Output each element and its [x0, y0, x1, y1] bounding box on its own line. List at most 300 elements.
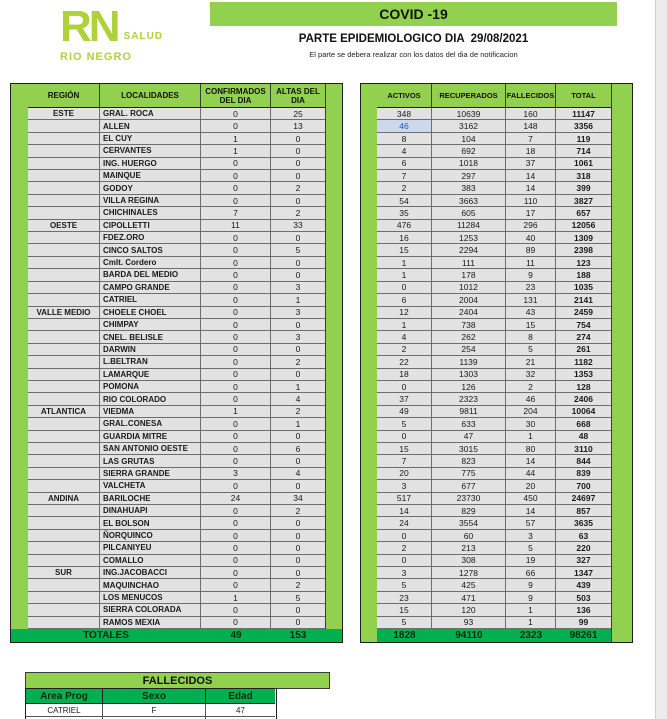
fallecidos-table: [25, 688, 277, 719]
column-header-confirmados: CONFIRMADOS DEL DIA: [201, 84, 271, 108]
cell-localidad: VIEDMA: [100, 406, 201, 418]
cell-region: [28, 443, 100, 455]
cell-activos: 16: [377, 232, 432, 244]
cell-confirmados: 0: [201, 369, 271, 381]
covid-title: COVID -19: [379, 6, 448, 22]
right-green-strip: [325, 84, 342, 629]
cell-recuperados: 2004: [432, 294, 506, 306]
column-header-region: REGIÓN: [28, 84, 100, 108]
cell-region: [28, 145, 100, 157]
cell-region: [28, 257, 100, 269]
cell-altas: 1: [271, 294, 325, 306]
cell-activos: 3: [377, 567, 432, 579]
cell-altas: 3: [271, 282, 325, 294]
cell-localidad: EL BOLSON: [100, 517, 201, 529]
cell-activos: 14: [377, 505, 432, 517]
cell-activos: 6: [377, 294, 432, 306]
cell-fallecidos: 89: [506, 244, 556, 256]
column-header-total: TOTAL: [556, 84, 611, 108]
table-row: [377, 555, 612, 567]
cell-altas: 3: [271, 307, 325, 319]
table-row: [28, 170, 326, 182]
cell-recuperados: 47: [432, 431, 506, 443]
table-row: [28, 282, 326, 294]
column-header-edad: Edad: [206, 688, 275, 704]
cell-recuperados: 11284: [432, 220, 506, 232]
cell-fallecidos: 2: [506, 381, 556, 393]
cell-area-prog: CATRIEL: [26, 704, 103, 717]
cell-fallecidos: 14: [506, 505, 556, 517]
totals-label: TOTALES: [83, 630, 129, 641]
cell-total: 1035: [556, 282, 611, 294]
cell-activos: 12: [377, 307, 432, 319]
stats-table: [360, 83, 633, 643]
cell-localidad: CNEL. BELISLE: [100, 331, 201, 343]
cell-fallecidos: 11: [506, 257, 556, 269]
cell-fallecidos: 9: [506, 592, 556, 604]
cell-region: ANDINA: [28, 493, 100, 505]
cell-localidad: SAN ANTONIO OESTE: [100, 443, 201, 455]
totals-recuperados: 94110: [455, 630, 483, 641]
cell-region: [28, 381, 100, 393]
cell-altas: 0: [271, 232, 325, 244]
logo-salud-text: SALUD: [123, 31, 164, 42]
cell-confirmados: 0: [201, 244, 271, 256]
cell-activos: 7: [377, 455, 432, 467]
cell-fallecidos: 32: [506, 369, 556, 381]
cell-localidad: VALCHETA: [100, 480, 201, 492]
table-row: [377, 182, 612, 194]
cell-altas: 0: [271, 555, 325, 567]
table-row: [28, 617, 326, 629]
cell-total: 99: [556, 617, 611, 629]
table-row: [28, 530, 326, 542]
cell-localidad: DARWIN: [100, 344, 201, 356]
cell-localidad: Cmlt. Cordero: [100, 257, 201, 269]
cell-altas: 0: [271, 530, 325, 542]
cell-region: [28, 282, 100, 294]
cell-altas: 3: [271, 331, 325, 343]
cell-localidad: BARDA DEL MEDIO: [100, 269, 201, 281]
cell-recuperados: 3554: [432, 517, 506, 529]
cell-confirmados: 0: [201, 393, 271, 405]
table-row: [28, 455, 326, 467]
cell-total: 2459: [556, 307, 611, 319]
cell-altas: 6: [271, 443, 325, 455]
cell-localidad: CINCO SALTOS: [100, 244, 201, 256]
cell-fallecidos: 14: [506, 170, 556, 182]
cell-region: [28, 579, 100, 591]
cell-activos: 46: [377, 120, 432, 132]
cell-recuperados: 23730: [432, 493, 506, 505]
table-row: [377, 145, 612, 157]
cell-activos: 8: [377, 133, 432, 145]
cell-altas: 0: [271, 542, 325, 554]
cell-region: [28, 468, 100, 480]
table-row: [28, 195, 326, 207]
cell-fallecidos: 14: [506, 455, 556, 467]
cell-recuperados: 9811: [432, 406, 506, 418]
table-row: [28, 443, 326, 455]
cell-altas: 1: [271, 381, 325, 393]
cell-altas: 0: [271, 604, 325, 616]
cell-recuperados: 3663: [432, 195, 506, 207]
cell-recuperados: 308: [432, 555, 506, 567]
column-header-activos: ACTIVOS: [377, 84, 432, 108]
cell-fallecidos: 1: [506, 431, 556, 443]
table-row: [377, 406, 612, 418]
cell-recuperados: 254: [432, 344, 506, 356]
localities-table-body: [28, 108, 326, 629]
cell-localidad: VILLA REGINA: [100, 195, 201, 207]
table-row: [377, 294, 612, 306]
window-edge-strip: [655, 0, 667, 719]
cell-confirmados: 0: [201, 431, 271, 443]
table-row: [377, 505, 612, 517]
cell-recuperados: 3162: [432, 120, 506, 132]
cell-confirmados: 0: [201, 269, 271, 281]
cell-recuperados: 775: [432, 468, 506, 480]
cell-localidad: RAMOS MEXIA: [100, 617, 201, 629]
cell-fallecidos: 1: [506, 604, 556, 616]
cell-region: [28, 294, 100, 306]
cell-region: [28, 542, 100, 554]
cell-confirmados: 0: [201, 307, 271, 319]
cell-region: [28, 431, 100, 443]
cell-localidad: SIERRA COLORADA: [100, 604, 201, 616]
cell-activos: 0: [377, 431, 432, 443]
cell-region: [28, 269, 100, 281]
cell-localidad: POMONA: [100, 381, 201, 393]
cell-altas: 2: [271, 406, 325, 418]
cell-total: 3110: [556, 443, 611, 455]
cell-activos: 2: [377, 344, 432, 356]
cell-confirmados: 0: [201, 356, 271, 368]
cell-total: 261: [556, 344, 611, 356]
cell-activos: 35: [377, 207, 432, 219]
cell-altas: 25: [271, 108, 325, 120]
cell-confirmados: 0: [201, 331, 271, 343]
cell-region: [28, 182, 100, 194]
cell-altas: 0: [271, 617, 325, 629]
cell-region: [28, 530, 100, 542]
cell-total: 12056: [556, 220, 611, 232]
cell-confirmados: 0: [201, 604, 271, 616]
totals-activos: 1828: [393, 630, 416, 641]
cell-fallecidos: 450: [506, 493, 556, 505]
cell-fallecidos: 9: [506, 269, 556, 281]
cell-recuperados: 1018: [432, 158, 506, 170]
cell-fallecidos: 14: [506, 182, 556, 194]
cell-confirmados: 24: [201, 493, 271, 505]
cell-localidad: ÑORQUINCO: [100, 530, 201, 542]
report-subtitle: PARTE EPIDEMIOLOGICO DIA 29/08/2021: [298, 33, 529, 45]
cell-total: 1182: [556, 356, 611, 368]
table-row: [28, 133, 326, 145]
cell-confirmados: 0: [201, 182, 271, 194]
cell-localidad: SIERRA GRANDE: [100, 468, 201, 480]
cell-recuperados: 178: [432, 269, 506, 281]
cell-altas: 0: [271, 431, 325, 443]
cell-altas: 0: [271, 480, 325, 492]
table-row: [28, 244, 326, 256]
cell-activos: 2: [377, 182, 432, 194]
cell-recuperados: 425: [432, 579, 506, 591]
cell-recuperados: 120: [432, 604, 506, 616]
cell-activos: 54: [377, 195, 432, 207]
table-row: [28, 468, 326, 480]
cell-localidad: LAS GRUTAS: [100, 455, 201, 467]
cell-fallecidos: 44: [506, 468, 556, 480]
cell-total: 123: [556, 257, 611, 269]
table-row: [28, 120, 326, 132]
logo-rio-negro-text: RIO NEGRO: [60, 51, 132, 63]
cell-activos: 0: [377, 555, 432, 567]
cell-total: 318: [556, 170, 611, 182]
cell-localidad: MAINQUE: [100, 170, 201, 182]
cell-activos: 5: [377, 579, 432, 591]
cell-recuperados: 1012: [432, 282, 506, 294]
cell-recuperados: 1278: [432, 567, 506, 579]
cell-fallecidos: 7: [506, 133, 556, 145]
cell-activos: 24: [377, 517, 432, 529]
table-row: [377, 307, 612, 319]
cell-altas: 5: [271, 592, 325, 604]
cell-fallecidos: 30: [506, 418, 556, 430]
cell-activos: 0: [377, 282, 432, 294]
stats-totals-row: [377, 629, 611, 642]
cell-fallecidos: 40: [506, 232, 556, 244]
cell-localidad: ING.JACOBACCI: [100, 567, 201, 579]
cell-altas: 0: [271, 455, 325, 467]
cell-recuperados: 104: [432, 133, 506, 145]
cell-recuperados: 126: [432, 381, 506, 393]
column-header-fallecidos: FALLECIDOS: [506, 84, 556, 108]
cell-altas: 0: [271, 170, 325, 182]
cell-total: 3827: [556, 195, 611, 207]
table-row: [377, 604, 612, 616]
cell-confirmados: 1: [201, 406, 271, 418]
cell-confirmados: 0: [201, 158, 271, 170]
cell-confirmados: 1: [201, 592, 271, 604]
table-row: [28, 319, 326, 331]
cell-fallecidos: 296: [506, 220, 556, 232]
table-row: [377, 120, 612, 132]
cell-total: 503: [556, 592, 611, 604]
column-header-altas: ALTAS DEL DIA: [271, 84, 325, 108]
cell-confirmados: 0: [201, 195, 271, 207]
table-row: [28, 269, 326, 281]
cell-confirmados: 1: [201, 145, 271, 157]
cell-altas: 0: [271, 269, 325, 281]
cell-activos: 37: [377, 393, 432, 405]
cell-total: 63: [556, 530, 611, 542]
cell-confirmados: 0: [201, 319, 271, 331]
table-row: [377, 244, 612, 256]
cell-total: 1347: [556, 567, 611, 579]
cell-fallecidos: 8: [506, 331, 556, 343]
table-row: [28, 517, 326, 529]
cell-altas: 0: [271, 319, 325, 331]
cell-total: 714: [556, 145, 611, 157]
cell-localidad: CHICHINALES: [100, 207, 201, 219]
cell-confirmados: 7: [201, 207, 271, 219]
cell-activos: 22: [377, 356, 432, 368]
cell-altas: 2: [271, 207, 325, 219]
table-row: [377, 220, 612, 232]
table-row: [377, 344, 612, 356]
table-row: [377, 232, 612, 244]
table-row: [28, 331, 326, 343]
localities-table-header: [28, 84, 326, 108]
left-green-strip: [11, 84, 29, 629]
cell-total: 1061: [556, 158, 611, 170]
table-row: [28, 294, 326, 306]
table-row: [28, 108, 326, 120]
cell-activos: 1: [377, 269, 432, 281]
table-row: [377, 592, 612, 604]
cell-altas: 34: [271, 493, 325, 505]
cell-total: 10064: [556, 406, 611, 418]
cell-region: [28, 170, 100, 182]
cell-altas: 0: [271, 145, 325, 157]
cell-activos: 3: [377, 480, 432, 492]
stats-table-header: [377, 84, 612, 108]
cell-region: [28, 517, 100, 529]
cell-total: 327: [556, 555, 611, 567]
cell-fallecidos: 9: [506, 579, 556, 591]
column-header-recuperados: RECUPERADOS: [432, 84, 506, 108]
cell-localidad: GUARDIA MITRE: [100, 431, 201, 443]
cell-region: ATLANTICA: [28, 406, 100, 418]
cell-recuperados: 633: [432, 418, 506, 430]
cell-total: 3635: [556, 517, 611, 529]
cell-altas: 4: [271, 468, 325, 480]
table-row: [28, 604, 326, 616]
cell-localidad: ING. HUERGO: [100, 158, 201, 170]
table-row: [377, 468, 612, 480]
cell-total: 1309: [556, 232, 611, 244]
cell-altas: 0: [271, 369, 325, 381]
table-row: [377, 567, 612, 579]
cell-localidad: BARILOCHE: [100, 493, 201, 505]
cell-fallecidos: 57: [506, 517, 556, 529]
cell-confirmados: 0: [201, 170, 271, 182]
cell-confirmados: 0: [201, 530, 271, 542]
cell-region: [28, 319, 100, 331]
cell-total: 128: [556, 381, 611, 393]
table-row: [377, 455, 612, 467]
cell-total: 839: [556, 468, 611, 480]
stats-table-body: [377, 108, 612, 629]
cell-fallecidos: 131: [506, 294, 556, 306]
cell-confirmados: 0: [201, 257, 271, 269]
table-row: [377, 617, 612, 629]
cell-confirmados: 0: [201, 517, 271, 529]
table-row: [377, 493, 612, 505]
table-row: [28, 480, 326, 492]
table-row: [377, 282, 612, 294]
cell-altas: 0: [271, 257, 325, 269]
table-row: [28, 542, 326, 554]
cell-recuperados: 60: [432, 530, 506, 542]
cell-fallecidos: 20: [506, 480, 556, 492]
fallecidos-title-bar: FALLECIDOS: [25, 672, 330, 689]
cell-region: VALLE MEDIO: [28, 307, 100, 319]
cell-altas: 2: [271, 505, 325, 517]
cell-region: [28, 505, 100, 517]
cell-localidad: FDEZ.ORO: [100, 232, 201, 244]
cell-localidad: LOS MENUCOS: [100, 592, 201, 604]
table-row: [377, 331, 612, 343]
table-row: [377, 170, 612, 182]
cell-localidad: CIPOLLETTI: [100, 220, 201, 232]
cell-activos: 15: [377, 604, 432, 616]
table-row: [377, 542, 612, 554]
cell-recuperados: 605: [432, 207, 506, 219]
table-row: [28, 381, 326, 393]
cell-region: [28, 592, 100, 604]
cell-fallecidos: 5: [506, 344, 556, 356]
cell-localidad: GRAL. ROCA: [100, 108, 201, 120]
cell-activos: 15: [377, 244, 432, 256]
cell-confirmados: 0: [201, 617, 271, 629]
cell-localidad: PILCANIYEU: [100, 542, 201, 554]
table-row: [28, 356, 326, 368]
cell-confirmados: 0: [201, 294, 271, 306]
cell-total: 11147: [556, 108, 611, 120]
cell-region: [28, 120, 100, 132]
table-row: [377, 356, 612, 368]
cell-confirmados: 0: [201, 282, 271, 294]
table-row: [28, 555, 326, 567]
cell-altas: 0: [271, 158, 325, 170]
cell-activos: 5: [377, 617, 432, 629]
cell-total: 668: [556, 418, 611, 430]
cell-altas: 0: [271, 195, 325, 207]
cell-region: [28, 331, 100, 343]
cell-activos: 1: [377, 319, 432, 331]
cell-fallecidos: 17: [506, 207, 556, 219]
cell-recuperados: 2294: [432, 244, 506, 256]
cell-activos: 49: [377, 406, 432, 418]
cell-total: 844: [556, 455, 611, 467]
table-row: [28, 220, 326, 232]
cell-region: [28, 369, 100, 381]
totals-total: 98261: [569, 630, 598, 641]
cell-activos: 5: [377, 418, 432, 430]
table-row: [28, 431, 326, 443]
cell-fallecidos: 148: [506, 120, 556, 132]
cell-localidad: LAMARQUE: [100, 369, 201, 381]
cell-localidad: CERVANTES: [100, 145, 201, 157]
cell-fallecidos: 37: [506, 158, 556, 170]
totals-altas: 153: [289, 630, 307, 641]
table-row: [28, 257, 326, 269]
cell-total: 2406: [556, 393, 611, 405]
cell-total: 3356: [556, 120, 611, 132]
cell-recuperados: 111: [432, 257, 506, 269]
cell-activos: 517: [377, 493, 432, 505]
cell-total: 48: [556, 431, 611, 443]
cell-fallecidos: 80: [506, 443, 556, 455]
cell-total: 188: [556, 269, 611, 281]
cell-total: 754: [556, 319, 611, 331]
table-row: [28, 307, 326, 319]
cell-recuperados: 738: [432, 319, 506, 331]
cell-altas: 5: [271, 244, 325, 256]
cell-recuperados: 471: [432, 592, 506, 604]
